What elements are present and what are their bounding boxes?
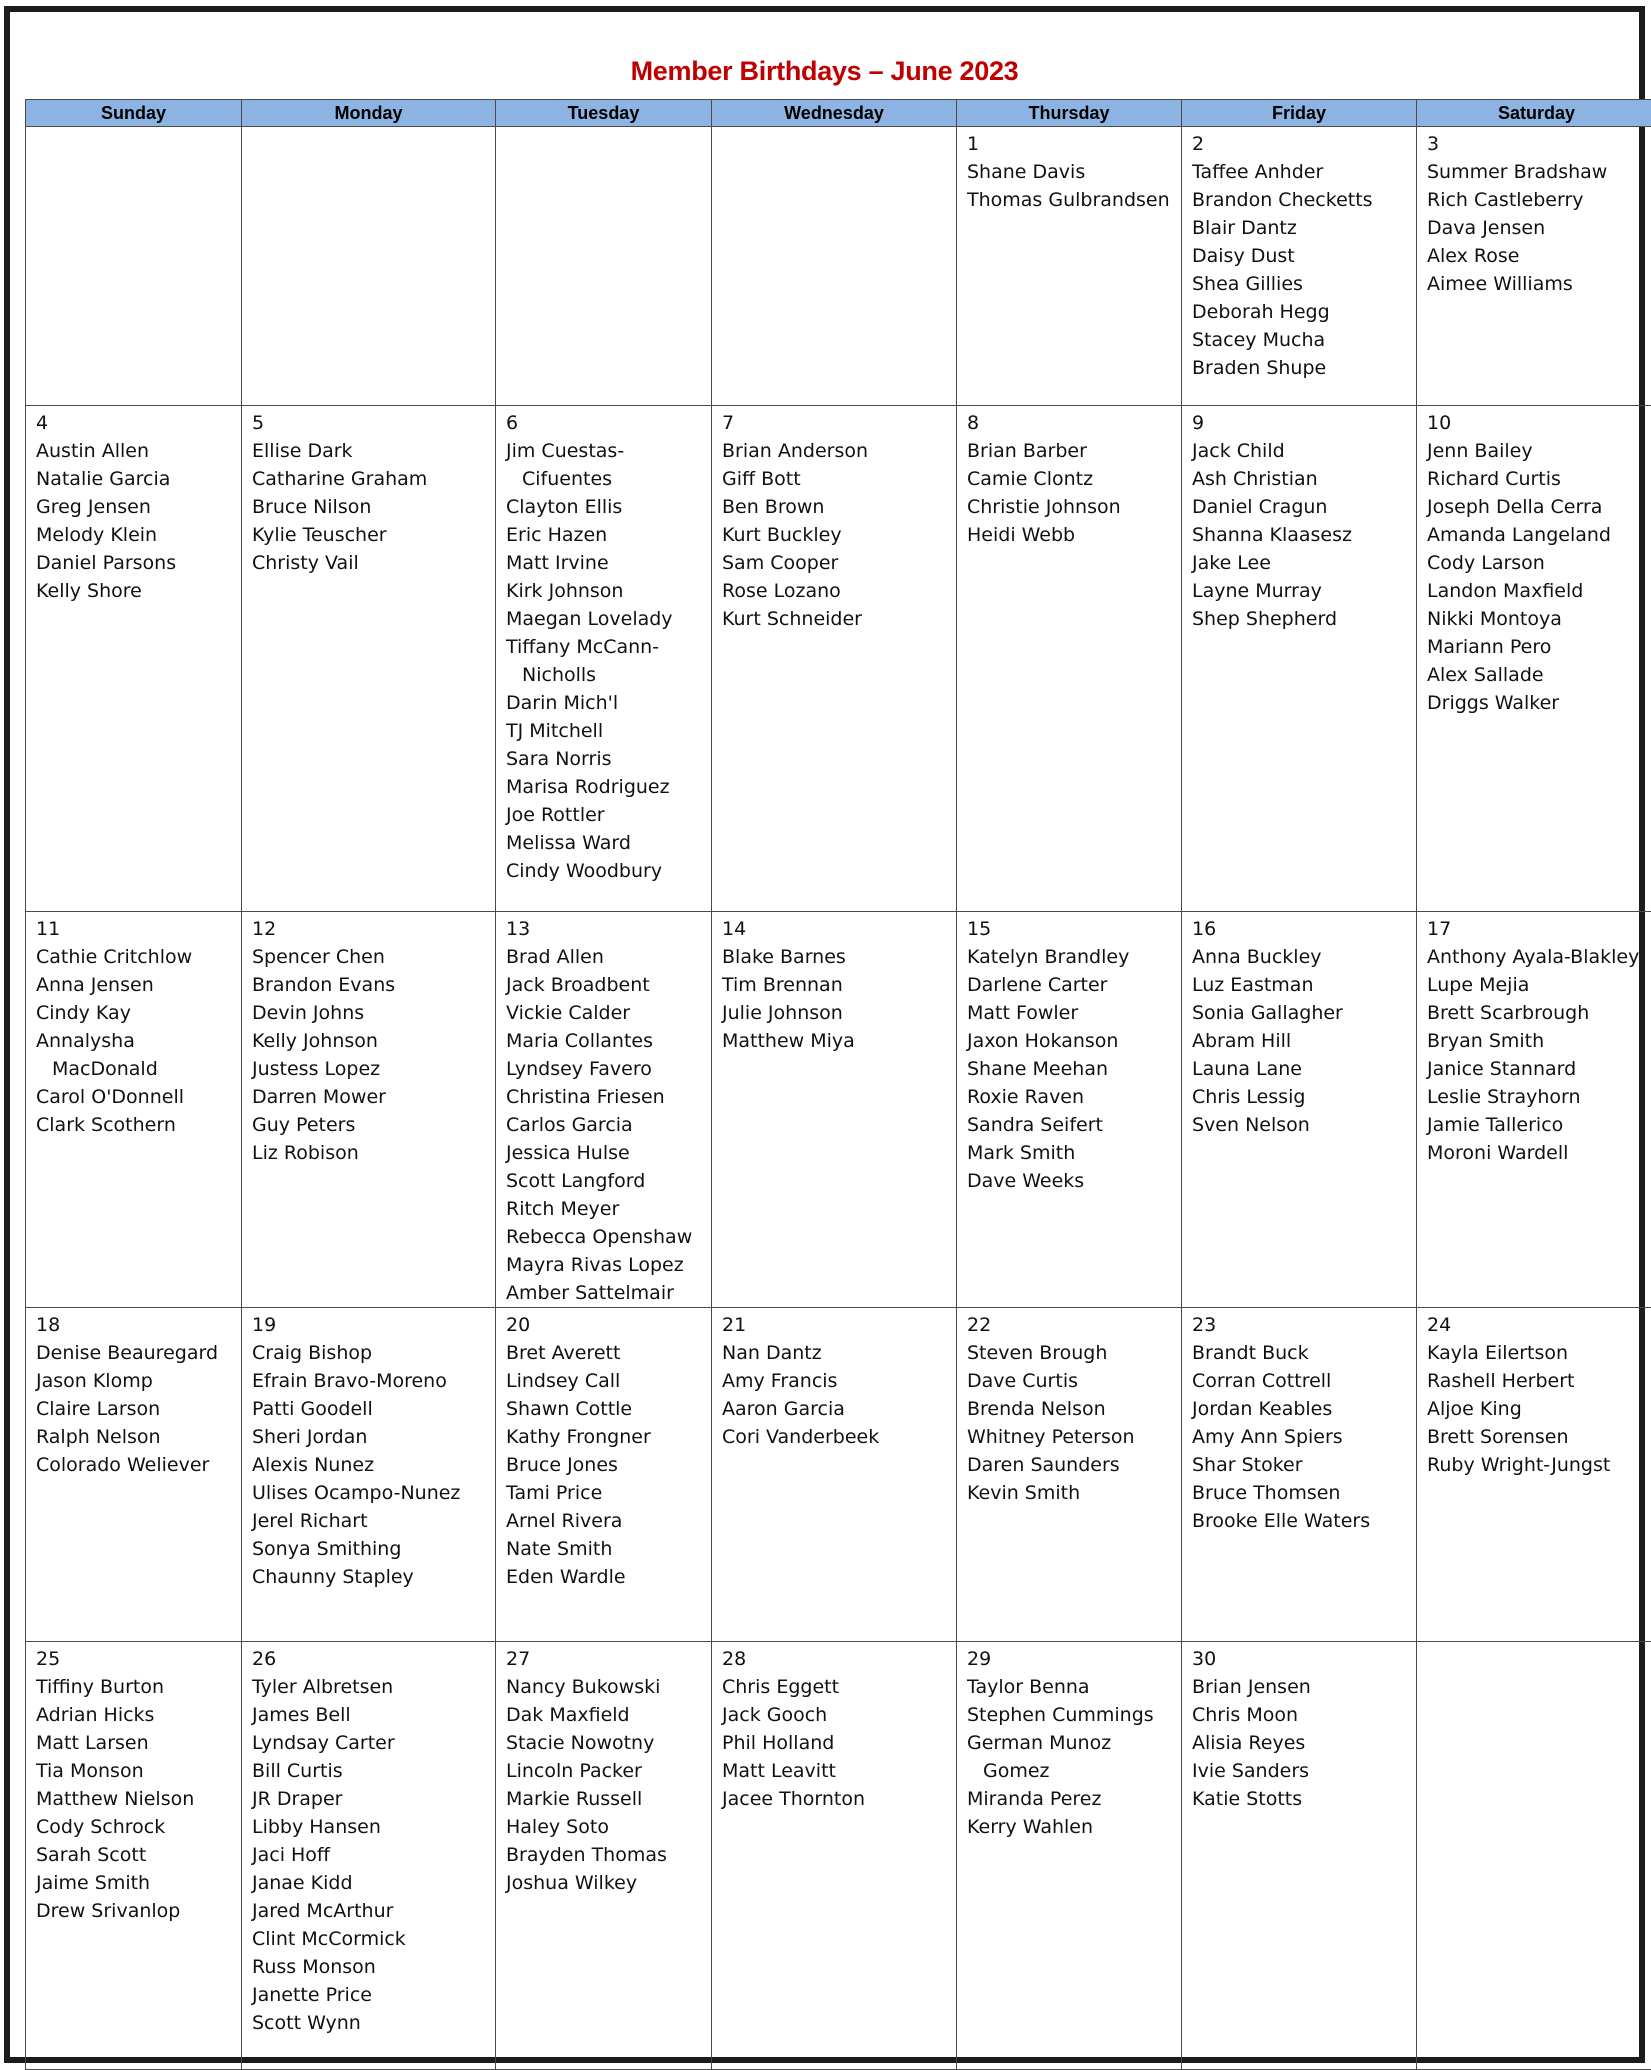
birthday-name: Matt Leavitt — [722, 1757, 956, 1785]
day-cell — [1182, 127, 1417, 406]
weekday-header-row — [26, 100, 1651, 127]
weekday-header: Tuesday — [496, 100, 712, 127]
birthday-name: Brandt Buck — [1192, 1339, 1416, 1367]
birthday-name: Dave Curtis — [967, 1367, 1181, 1395]
birthday-name: Chaunny Stapley — [252, 1563, 495, 1591]
birthday-name: Alex Sallade — [1427, 661, 1651, 689]
birthday-name: TJ Mitchell — [506, 717, 711, 745]
page-title: Member Birthdays – June 2023 — [10, 56, 1639, 87]
birthday-name: Taylor Benna — [967, 1673, 1181, 1701]
birthday-name: Brenda Nelson — [967, 1395, 1181, 1423]
birthday-name: Driggs Walker — [1427, 689, 1651, 717]
birthday-name: Matt Irvine — [506, 549, 711, 577]
birthday-name: Tia Monson — [36, 1757, 241, 1785]
birthday-name: Mayra Rivas Lopez — [506, 1251, 711, 1279]
birthday-name: Bruce Nilson — [252, 493, 495, 521]
day-number: 18 — [36, 1311, 241, 1339]
birthday-name: Eric Hazen — [506, 521, 711, 549]
day-number: 13 — [506, 915, 711, 943]
birthday-name: Melissa Ward — [506, 829, 711, 857]
birthday-name: Lindsey Call — [506, 1367, 711, 1395]
birthday-name: Bret Averett — [506, 1339, 711, 1367]
day-cell — [957, 1308, 1182, 1642]
day-number: 30 — [1192, 1645, 1416, 1673]
birthday-name: Dak Maxfield — [506, 1701, 711, 1729]
day-number: 3 — [1427, 130, 1651, 158]
birthday-name: Brayden Thomas — [506, 1841, 711, 1869]
birthday-name: Shep Shepherd — [1192, 605, 1416, 633]
birthday-name: Christie Johnson — [967, 493, 1181, 521]
birthday-name: Lyndsay Carter — [252, 1729, 495, 1757]
birthday-name: Tyler Albretsen — [252, 1673, 495, 1701]
day-cell — [496, 1642, 712, 2070]
birthday-name: Rashell Herbert — [1427, 1367, 1651, 1395]
day-cell — [957, 1642, 1182, 2070]
day-number: 1 — [967, 130, 1181, 158]
birthday-name: Leslie Strayhorn — [1427, 1083, 1651, 1111]
day-number: 5 — [252, 409, 495, 437]
birthday-name: Natalie Garcia — [36, 465, 241, 493]
day-cell — [496, 1308, 712, 1642]
birthday-name: Daren Saunders — [967, 1451, 1181, 1479]
birthday-name: Thomas Gulbrandsen — [967, 186, 1181, 214]
birthday-name: Scott Wynn — [252, 2009, 495, 2037]
weekday-header: Wednesday — [712, 100, 957, 127]
birthday-name: Brett Scarbrough — [1427, 999, 1651, 1027]
birthday-name: Tim Brennan — [722, 971, 956, 999]
day-number: 25 — [36, 1645, 241, 1673]
day-number: 16 — [1192, 915, 1416, 943]
birthday-name: Drew Srivanlop — [36, 1897, 241, 1925]
birthday-name: Kerry Wahlen — [967, 1813, 1181, 1841]
birthday-name: Alexis Nunez — [252, 1451, 495, 1479]
birthday-name: Jacee Thornton — [722, 1785, 956, 1813]
birthday-name: Matthew Miya — [722, 1027, 956, 1055]
birthday-name: Amanda Langeland — [1427, 521, 1651, 549]
birthday-name: Craig Bishop — [252, 1339, 495, 1367]
day-cell — [1182, 912, 1417, 1308]
birthday-name: Sarah Scott — [36, 1841, 241, 1869]
birthday-name: Efrain Bravo-Moreno — [252, 1367, 495, 1395]
day-cell — [1417, 406, 1651, 912]
page-frame — [4, 6, 1645, 2063]
birthday-name: Jack Child — [1192, 437, 1416, 465]
weekday-header: Friday — [1182, 100, 1417, 127]
birthday-name: Bill Curtis — [252, 1757, 495, 1785]
birthday-name: Heidi Webb — [967, 521, 1181, 549]
day-number: 14 — [722, 915, 956, 943]
birthday-name: Roxie Raven — [967, 1083, 1181, 1111]
birthday-name: Ash Christian — [1192, 465, 1416, 493]
day-number: 11 — [36, 915, 241, 943]
birthday-name: Matthew Nielson — [36, 1785, 241, 1813]
birthday-name: Jack Broadbent — [506, 971, 711, 999]
birthday-name: Taffee Anhder — [1192, 158, 1416, 186]
birthday-name: Jerel Richart — [252, 1507, 495, 1535]
birthday-name: Kylie Teuscher — [252, 521, 495, 549]
birthday-name: Brian Barber — [967, 437, 1181, 465]
birthday-name: Darren Mower — [252, 1083, 495, 1111]
birthday-name: Sandra Seifert — [967, 1111, 1181, 1139]
birthday-name: Bruce Thomsen — [1192, 1479, 1416, 1507]
birthday-name: Aaron Garcia — [722, 1395, 956, 1423]
birthday-name: Blake Barnes — [722, 943, 956, 971]
day-cell — [712, 406, 957, 912]
birthday-name: Sonia Gallagher — [1192, 999, 1416, 1027]
birthday-name: Jamie Tallerico — [1427, 1111, 1651, 1139]
birthday-name: Adrian Hicks — [36, 1701, 241, 1729]
birthday-name: Brooke Elle Waters — [1192, 1507, 1416, 1535]
birthday-name: Anna Jensen — [36, 971, 241, 999]
day-cell — [242, 912, 496, 1308]
day-number: 10 — [1427, 409, 1651, 437]
birthday-name: Tiffany McCann-Nicholls — [506, 633, 711, 689]
birthday-name: Denise Beauregard — [36, 1339, 241, 1367]
birthday-name: Blair Dantz — [1192, 214, 1416, 242]
day-cell — [1182, 1308, 1417, 1642]
birthday-name: Amber Sattelmair — [506, 1279, 711, 1307]
birthday-name: German Munoz Gomez — [967, 1729, 1181, 1785]
birthday-name: Julie Johnson — [722, 999, 956, 1027]
birthday-name: Joe Rottler — [506, 801, 711, 829]
birthday-name: Layne Murray — [1192, 577, 1416, 605]
day-number: 4 — [36, 409, 241, 437]
birthday-name: Jim Cuestas-Cifuentes — [506, 437, 711, 493]
calendar-table — [25, 99, 1651, 2070]
birthday-name: Mariann Pero — [1427, 633, 1651, 661]
day-number: 22 — [967, 1311, 1181, 1339]
birthday-name: Darin Mich'l — [506, 689, 711, 717]
weekday-header: Saturday — [1417, 100, 1651, 127]
day-number: 12 — [252, 915, 495, 943]
birthday-name: Janae Kidd — [252, 1869, 495, 1897]
birthday-name: Bruce Jones — [506, 1451, 711, 1479]
birthday-name: Matt Fowler — [967, 999, 1181, 1027]
birthday-name: Ritch Meyer — [506, 1195, 711, 1223]
birthday-name: Devin Johns — [252, 999, 495, 1027]
birthday-name: Haley Soto — [506, 1813, 711, 1841]
birthday-name: Brian Anderson — [722, 437, 956, 465]
birthday-name: Luz Eastman — [1192, 971, 1416, 999]
birthday-name: Daniel Cragun — [1192, 493, 1416, 521]
birthday-name: Whitney Peterson — [967, 1423, 1181, 1451]
empty-day-cell — [496, 127, 712, 406]
birthday-name: Katelyn Brandley — [967, 943, 1181, 971]
empty-day-cell — [242, 127, 496, 406]
birthday-name: Shane Meehan — [967, 1055, 1181, 1083]
birthday-name: Christina Friesen — [506, 1083, 711, 1111]
birthday-name: Launa Lane — [1192, 1055, 1416, 1083]
birthday-name: Colorado Weliever — [36, 1451, 241, 1479]
birthday-name: Clint McCormick — [252, 1925, 495, 1953]
birthday-name: Daisy Dust — [1192, 242, 1416, 270]
week-row — [26, 127, 1651, 406]
birthday-name: Anthony Ayala-Blakley — [1427, 943, 1651, 971]
birthday-name: James Bell — [252, 1701, 495, 1729]
birthday-name: Phil Holland — [722, 1729, 956, 1757]
birthday-name: Moroni Wardell — [1427, 1139, 1651, 1167]
birthday-name: Lincoln Packer — [506, 1757, 711, 1785]
day-cell — [1417, 1308, 1651, 1642]
week-row — [26, 912, 1651, 1308]
birthday-name: Vickie Calder — [506, 999, 711, 1027]
day-cell — [957, 406, 1182, 912]
birthday-name: Clayton Ellis — [506, 493, 711, 521]
birthday-name: Libby Hansen — [252, 1813, 495, 1841]
birthday-name: Alisia Reyes — [1192, 1729, 1416, 1757]
birthday-name: Chris Lessig — [1192, 1083, 1416, 1111]
birthday-name: Carol O'Donnell — [36, 1083, 241, 1111]
birthday-name: Marisa Rodriguez — [506, 773, 711, 801]
birthday-name: Jordan Keables — [1192, 1395, 1416, 1423]
birthday-name: Brett Sorensen — [1427, 1423, 1651, 1451]
birthday-name: Kelly Johnson — [252, 1027, 495, 1055]
birthday-name: Carlos Garcia — [506, 1111, 711, 1139]
birthday-name: Sheri Jordan — [252, 1423, 495, 1451]
birthday-name: Eden Wardle — [506, 1563, 711, 1591]
weekday-header: Thursday — [957, 100, 1182, 127]
day-number: 21 — [722, 1311, 956, 1339]
birthday-name: Rose Lozano — [722, 577, 956, 605]
birthday-name: Cody Larson — [1427, 549, 1651, 577]
birthday-name: Maria Collantes — [506, 1027, 711, 1055]
birthday-name: Rebecca Openshaw — [506, 1223, 711, 1251]
day-cell — [26, 406, 242, 912]
birthday-name: Steven Brough — [967, 1339, 1181, 1367]
day-cell — [26, 1308, 242, 1642]
birthday-name: Shawn Cottle — [506, 1395, 711, 1423]
birthday-name: Ralph Nelson — [36, 1423, 241, 1451]
birthday-name: Guy Peters — [252, 1111, 495, 1139]
birthday-name: Stacey Mucha — [1192, 326, 1416, 354]
empty-day-cell — [26, 127, 242, 406]
birthday-name: Justess Lopez — [252, 1055, 495, 1083]
birthday-name: Darlene Carter — [967, 971, 1181, 999]
day-number: 8 — [967, 409, 1181, 437]
birthday-name: Joseph Della Cerra — [1427, 493, 1651, 521]
day-number: 2 — [1192, 130, 1416, 158]
birthday-name: Janice Stannard — [1427, 1055, 1651, 1083]
birthday-name: Jake Lee — [1192, 549, 1416, 577]
birthday-name: Matt Larsen — [36, 1729, 241, 1757]
empty-day-cell — [1417, 1642, 1651, 2070]
birthday-name: Nan Dantz — [722, 1339, 956, 1367]
birthday-name: Jenn Bailey — [1427, 437, 1651, 465]
birthday-name: Jack Gooch — [722, 1701, 956, 1729]
birthday-name: Kevin Smith — [967, 1479, 1181, 1507]
birthday-name: Brandon Evans — [252, 971, 495, 999]
birthday-name: Dave Weeks — [967, 1167, 1181, 1195]
birthday-name: Cathie Critchlow — [36, 943, 241, 971]
day-cell — [712, 912, 957, 1308]
birthday-name: Janette Price — [252, 1981, 495, 2009]
birthday-name: Greg Jensen — [36, 493, 241, 521]
birthday-name: Braden Shupe — [1192, 354, 1416, 382]
day-cell — [242, 406, 496, 912]
day-cell — [1182, 406, 1417, 912]
birthday-name: Deborah Hegg — [1192, 298, 1416, 326]
birthday-name: Aljoe King — [1427, 1395, 1651, 1423]
birthday-name: Austin Allen — [36, 437, 241, 465]
day-number: 17 — [1427, 915, 1651, 943]
birthday-name: Sam Cooper — [722, 549, 956, 577]
birthday-name: Amy Ann Spiers — [1192, 1423, 1416, 1451]
birthday-name: Annalysha MacDonald — [36, 1027, 241, 1083]
day-cell — [496, 912, 712, 1308]
birthday-name: Brandon Checketts — [1192, 186, 1416, 214]
calendar — [25, 99, 1651, 2070]
birthday-name: Kayla Eilertson — [1427, 1339, 1651, 1367]
birthday-name: Mark Smith — [967, 1139, 1181, 1167]
birthday-name: Stacie Nowotny — [506, 1729, 711, 1757]
day-number: 24 — [1427, 1311, 1651, 1339]
birthday-name: Arnel Rivera — [506, 1507, 711, 1535]
birthday-name: Camie Clontz — [967, 465, 1181, 493]
day-number: 23 — [1192, 1311, 1416, 1339]
birthday-name: Melody Klein — [36, 521, 241, 549]
birthday-name: Nancy Bukowski — [506, 1673, 711, 1701]
day-number: 20 — [506, 1311, 711, 1339]
birthday-name: Richard Curtis — [1427, 465, 1651, 493]
day-number: 7 — [722, 409, 956, 437]
birthday-name: Joshua Wilkey — [506, 1869, 711, 1897]
day-cell — [1417, 127, 1651, 406]
birthday-name: Markie Russell — [506, 1785, 711, 1813]
birthday-name: Brian Jensen — [1192, 1673, 1416, 1701]
birthday-name: Ulises Ocampo-Nunez — [252, 1479, 495, 1507]
day-cell — [1182, 1642, 1417, 2070]
day-cell — [957, 912, 1182, 1308]
birthday-name: Lupe Mejia — [1427, 971, 1651, 999]
birthday-name: Kelly Shore — [36, 577, 241, 605]
day-number: 29 — [967, 1645, 1181, 1673]
birthday-name: Shane Davis — [967, 158, 1181, 186]
birthday-name: Kirk Johnson — [506, 577, 711, 605]
birthday-name: Anna Buckley — [1192, 943, 1416, 971]
day-number: 28 — [722, 1645, 956, 1673]
day-number: 27 — [506, 1645, 711, 1673]
birthday-name: Kurt Schneider — [722, 605, 956, 633]
birthday-name: Jason Klomp — [36, 1367, 241, 1395]
day-cell — [26, 912, 242, 1308]
birthday-name: Chris Moon — [1192, 1701, 1416, 1729]
day-number: 9 — [1192, 409, 1416, 437]
birthday-name: Scott Langford — [506, 1167, 711, 1195]
birthday-name: Jaime Smith — [36, 1869, 241, 1897]
birthday-name: Brad Allen — [506, 943, 711, 971]
birthday-name: Cindy Kay — [36, 999, 241, 1027]
birthday-name: Abram Hill — [1192, 1027, 1416, 1055]
week-row — [26, 406, 1651, 912]
day-cell — [242, 1642, 496, 2070]
birthday-name: Cody Schrock — [36, 1813, 241, 1841]
birthday-name: Clark Scothern — [36, 1111, 241, 1139]
birthday-name: Lyndsey Favero — [506, 1055, 711, 1083]
birthday-name: Catharine Graham — [252, 465, 495, 493]
birthday-name: Jaci Hoff — [252, 1841, 495, 1869]
birthday-name: Daniel Parsons — [36, 549, 241, 577]
birthday-name: Tiffiny Burton — [36, 1673, 241, 1701]
birthday-name: Cori Vanderbeek — [722, 1423, 956, 1451]
birthday-name: Patti Goodell — [252, 1395, 495, 1423]
day-cell — [496, 406, 712, 912]
birthday-name: Katie Stotts — [1192, 1785, 1416, 1813]
birthday-name: Claire Larson — [36, 1395, 241, 1423]
birthday-name: Sonya Smithing — [252, 1535, 495, 1563]
birthday-name: Shar Stoker — [1192, 1451, 1416, 1479]
birthday-name: Nate Smith — [506, 1535, 711, 1563]
day-cell — [712, 1308, 957, 1642]
birthday-name: Tami Price — [506, 1479, 711, 1507]
day-number: 19 — [252, 1311, 495, 1339]
birthday-name: Bryan Smith — [1427, 1027, 1651, 1055]
birthday-name: Sara Norris — [506, 745, 711, 773]
day-number: 26 — [252, 1645, 495, 1673]
birthday-name: Christy Vail — [252, 549, 495, 577]
day-cell — [242, 1308, 496, 1642]
day-cell — [957, 127, 1182, 406]
birthday-name: Cindy Woodbury — [506, 857, 711, 885]
birthday-name: Ivie Sanders — [1192, 1757, 1416, 1785]
birthday-name: Liz Robison — [252, 1139, 495, 1167]
birthday-name: Maegan Lovelady — [506, 605, 711, 633]
birthday-name: Jessica Hulse — [506, 1139, 711, 1167]
birthday-name: Amy Francis — [722, 1367, 956, 1395]
birthday-name: Landon Maxfield — [1427, 577, 1651, 605]
birthday-name: Russ Monson — [252, 1953, 495, 1981]
birthday-name: Rich Castleberry — [1427, 186, 1651, 214]
birthday-name: Nikki Montoya — [1427, 605, 1651, 633]
birthday-name: JR Draper — [252, 1785, 495, 1813]
birthday-name: Spencer Chen — [252, 943, 495, 971]
weekday-header: Sunday — [26, 100, 242, 127]
birthday-name: Miranda Perez — [967, 1785, 1181, 1813]
day-cell — [712, 1642, 957, 2070]
birthday-name: Ruby Wright-Jungst — [1427, 1451, 1651, 1479]
birthday-name: Alex Rose — [1427, 242, 1651, 270]
birthday-name: Shea Gillies — [1192, 270, 1416, 298]
day-number: 6 — [506, 409, 711, 437]
birthday-name: Jared McArthur — [252, 1897, 495, 1925]
birthday-name: Kathy Frongner — [506, 1423, 711, 1451]
birthday-name: Stephen Cummings — [967, 1701, 1181, 1729]
week-row — [26, 1642, 1651, 2070]
birthday-name: Summer Bradshaw — [1427, 158, 1651, 186]
birthday-name: Corran Cottrell — [1192, 1367, 1416, 1395]
day-cell — [26, 1642, 242, 2070]
weekday-header: Monday — [242, 100, 496, 127]
birthday-name: Kurt Buckley — [722, 521, 956, 549]
birthday-name: Aimee Williams — [1427, 270, 1651, 298]
birthday-name: Jaxon Hokanson — [967, 1027, 1181, 1055]
birthday-name: Ellise Dark — [252, 437, 495, 465]
empty-day-cell — [712, 127, 957, 406]
birthday-name: Sven Nelson — [1192, 1111, 1416, 1139]
birthday-name: Shanna Klaasesz — [1192, 521, 1416, 549]
birthday-name: Dava Jensen — [1427, 214, 1651, 242]
day-cell — [1417, 912, 1651, 1308]
week-row — [26, 1308, 1651, 1642]
birthday-name: Chris Eggett — [722, 1673, 956, 1701]
day-number: 15 — [967, 915, 1181, 943]
birthday-name: Ben Brown — [722, 493, 956, 521]
birthday-name: Giff Bott — [722, 465, 956, 493]
